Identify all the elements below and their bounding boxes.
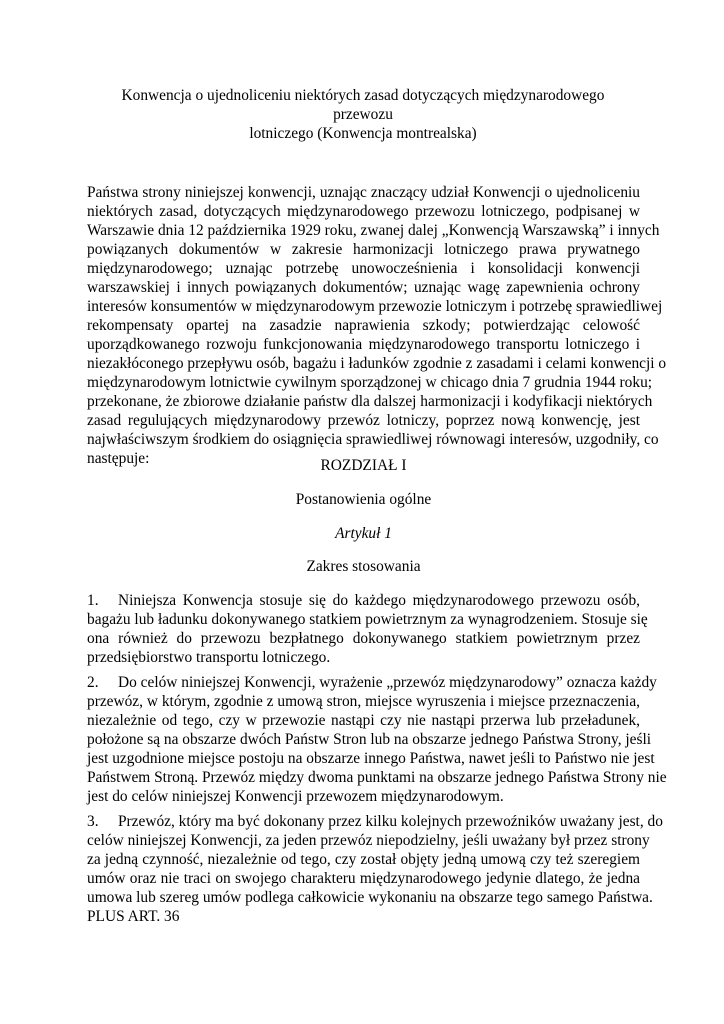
paragraph-1: [87, 591, 648, 667]
paragraph-text: Przewóz, który ma być dokonany przez kilku kolejnych przewoźników uważany jest, do: [118, 813, 663, 830]
chapter-subheading: Postanowienia ogólne: [295, 491, 432, 508]
paragraph-2: [87, 673, 667, 806]
preamble-line: niezakłóconego przepływu osób, bagażu i ładunków zgodnie z zasadami i celami konwencji o: [87, 355, 667, 372]
preamble-line: Warszawie dnia 12 października 1929 roku, zwanej dalej „Konwencją Warszawską” i innych: [87, 222, 660, 239]
paragraph-line: [87, 591, 640, 610]
title-line-2: lotniczego (Konwencja montrealska): [249, 125, 477, 142]
paragraph-line: umów oraz nie traci on swojego charakteru międzynarodowego jedynie dlatego, że jedna: [87, 870, 640, 887]
paragraph-line: przewóz, w którym, zgodnie z umową stron, miejsce wyruszenia i miejsce przeznaczenia,: [87, 693, 640, 710]
paragraph-line: jest uzgodnione miejsce postoju na obszarze innego Państwa, nawet jeśli to Państwo nie jest: [87, 750, 655, 767]
article-label: Artykuł 1: [335, 525, 392, 542]
paragraph-line: jest do celów niniejszej Konwencji przewozem międzynarodowym.: [87, 788, 504, 805]
preamble-line: warszawskiej i innych powiązanych dokumentów; uznając wagę zapewnienia ochrony: [87, 279, 640, 296]
paragraph-text: Niniejsza Konwencja stosuje się do każdego międzynarodowego przewozu osób,: [118, 592, 640, 609]
paragraph-line: za jedną czynność, niezależnie od tego, czy został objęty jedną umową czy też szeregiem: [87, 851, 640, 868]
preamble-line: Państwa strony niniejszej konwencji, uznając znaczący udział Konwencji o ujednoliceniu: [87, 184, 640, 201]
document-title: [90, 86, 636, 143]
article-title: Zakres stosowania: [306, 558, 421, 575]
preamble-line: następuje:: [87, 450, 150, 467]
preamble-line: uporządkowanego rozwoju funkcjonowania międzynarodowego transportu lotniczego i: [87, 336, 640, 353]
paragraph-number: 1.: [87, 592, 99, 609]
preamble-line: międzynarodowego; uznając potrzebę unowocześnienia i konsolidacji konwencji: [87, 260, 640, 277]
preamble-line: zasad regulujących międzynarodowy przewóz lotniczy, poprzez nową konwencję, jest: [87, 412, 640, 429]
paragraph-line: Państwem Stroną. Przewóz między dwoma punktami na obszarze jednego Państwa Strony nie: [87, 769, 667, 786]
paragraph-line: niezależnie od tego, czy w przewozie nastąpi czy nie nastąpi przerwa lub przeładunek,: [87, 712, 640, 729]
paragraph-line: położone są na obszarze dwóch Państw Stron lub na obszarze jednego Państwa Strony, jeśli: [87, 731, 652, 748]
preamble-line: przekonane, że zbiorowe działanie państw dla dalszej harmonizacji i kodyfikacji niektórych: [87, 393, 653, 410]
title-line-1: Konwencja o ujednoliceniu niektórych zasad dotyczących międzynarodowego przewozu: [121, 87, 605, 123]
paragraph-line: ona również do przewozu bezpłatnego dokonywanego statkiem powietrznym przez: [87, 630, 640, 647]
paragraph-line: celów niniejszej Konwencji, za jeden przewóz niepodzielny, jeśli uważany był przez strony: [87, 832, 650, 849]
paragraph-line: przedsiębiorstwo transportu lotniczego.: [87, 649, 331, 666]
preamble-line: rekompensaty opartej na zasadzie naprawienia szkody; potwierdzając celowość: [87, 317, 640, 334]
preamble: [87, 183, 667, 468]
preamble-line: międzynarodowym lotnictwie cywilnym sporządzonej w chicago dnia 7 grudnia 1944 roku;: [87, 374, 653, 391]
preamble-line: powiązanych dokumentów w zakresie harmonizacji lotniczego prawa prywatnego: [87, 241, 640, 258]
chapter-heading: ROZDZIAŁ I: [320, 457, 407, 474]
paragraph-3: [87, 812, 663, 926]
preamble-line: interesów konsumentów w międzynarodowym przewozie lotniczym i potrzebę sprawiedliwej: [87, 298, 663, 315]
paragraph-line: PLUS ART. 36: [87, 908, 180, 925]
paragraph-number: 3.: [87, 813, 99, 830]
preamble-line: najwłaściwszym środkiem do osiągnięcia sprawiedliwej równowagi interesów, uzgodniły, co: [87, 431, 659, 448]
paragraph-line: umowa lub szereg umów podlega całkowicie wykonaniu na obszarze tego samego Państwa.: [87, 889, 653, 906]
paragraph-line: bagażu lub ładunku dokonywanego statkiem powietrznym za wynagrodzeniem. Stosuje się: [87, 611, 648, 628]
paragraph-line: [87, 673, 657, 692]
paragraph-text: Do celów niniejszej Konwencji, wyrażenie „przewóz międzynarodowy” oznacza każdy: [118, 674, 657, 691]
paragraph-number: 2.: [87, 674, 99, 691]
paragraph-line: [87, 812, 663, 831]
preamble-line: niektórych zasad, dotyczących międzynarodowego przewozu lotniczego, podpisanej w: [87, 203, 640, 220]
